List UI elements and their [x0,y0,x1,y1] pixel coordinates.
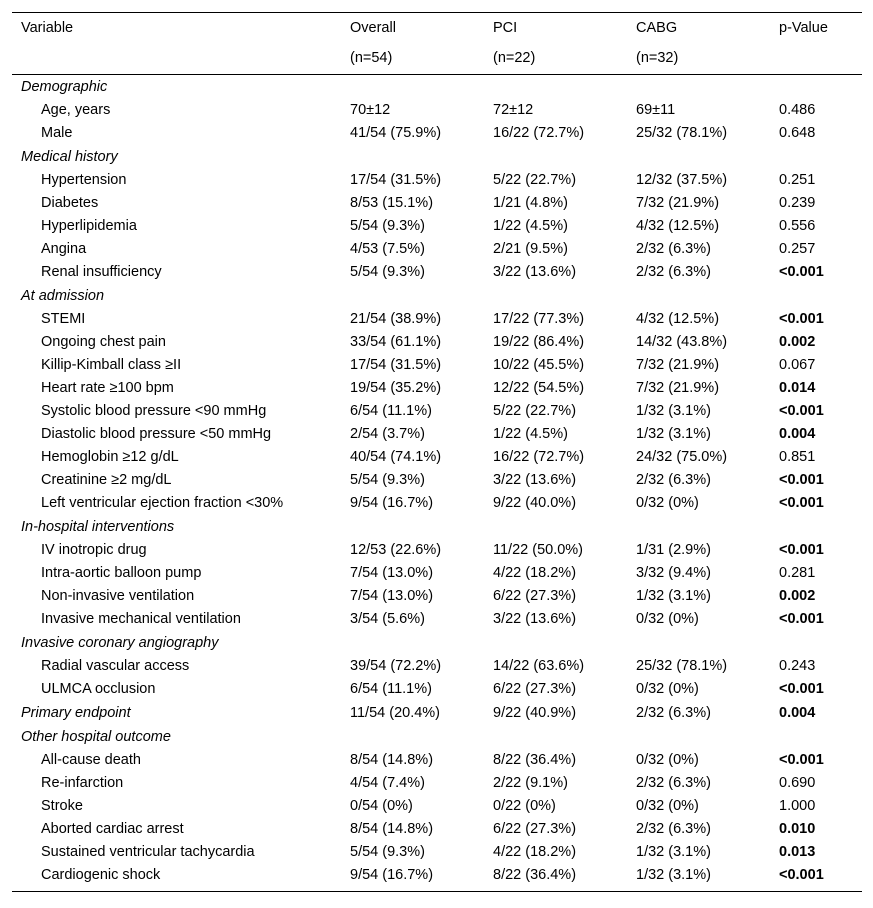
variable-cell: Killip-Kimball class ≥II [41,357,182,373]
cabg-cell: 2/32 (6.3%) [636,705,711,721]
cabg-cell [636,284,779,308]
data-table [12,12,862,892]
cabg-cell [636,515,779,539]
p-value-cell: 0.013 [779,844,816,860]
variable-cell: Male [41,125,73,141]
variable-cell: All-cause death [41,752,141,768]
pci-cell: 3/22 (13.6%) [493,264,577,280]
header-count-overall: (n=54) [350,50,393,66]
cabg-cell: 7/32 (21.9%) [636,357,720,373]
p-value-cell: <0.001 [779,611,824,627]
cabg-cell: 2/32 (6.3%) [636,472,711,488]
header-count-pci: (n=22) [493,50,536,66]
overall-cell: 2/54 (3.7%) [350,426,425,442]
variable-cell: Intra-aortic balloon pump [41,565,202,581]
cabg-cell: 25/32 (78.1%) [636,658,728,674]
table-row [12,192,862,215]
pci-cell: 3/22 (13.6%) [493,472,577,488]
pci-cell: 6/22 (27.3%) [493,681,577,697]
cabg-cell: 7/32 (21.9%) [636,380,720,396]
cabg-cell: 4/32 (12.5%) [636,218,720,234]
overall-cell: 9/54 (16.7%) [350,867,434,883]
variable-cell: Systolic blood pressure <90 mmHg [41,403,267,419]
variable-cell: Age, years [41,102,111,118]
table-row [12,818,862,841]
section-title: Invasive coronary angiography [21,635,219,651]
p-value-cell [779,515,862,539]
table-row [12,492,862,515]
section-row [12,145,862,169]
table-row [12,354,862,377]
header-count-p-value [779,43,862,74]
cabg-cell: 25/32 (78.1%) [636,125,728,141]
p-value-cell: <0.001 [779,681,824,697]
overall-cell [350,725,493,749]
table-row [12,122,862,145]
header-p-value: p-Value [779,20,828,36]
cabg-cell: 0/32 (0%) [636,681,699,697]
cabg-cell: 0/32 (0%) [636,798,699,814]
overall-cell: 41/54 (75.9%) [350,125,442,141]
p-value-cell: <0.001 [779,867,824,883]
header-count-cabg: (n=32) [636,50,679,66]
cabg-cell: 1/32 (3.1%) [636,844,711,860]
pci-cell [493,515,636,539]
overall-cell: 70±12 [350,102,391,118]
pci-cell [493,631,636,655]
header-row [12,13,862,43]
p-value-cell: 0.251 [779,172,816,188]
variable-cell: Diabetes [41,195,99,211]
pci-cell: 0/22 (0%) [493,798,556,814]
p-value-cell: 0.851 [779,449,816,465]
p-value-cell: 1.000 [779,798,816,814]
pci-cell [493,725,636,749]
pci-cell [493,145,636,169]
table-row [12,99,862,122]
pci-cell: 2/21 (9.5%) [493,241,568,257]
pci-cell: 6/22 (27.3%) [493,821,577,837]
overall-cell: 0/54 (0%) [350,798,413,814]
pci-cell: 2/22 (9.1%) [493,775,568,791]
section-row [12,75,862,99]
table-body [12,75,862,887]
table-row [12,215,862,238]
table-row [12,469,862,492]
pci-cell: 72±12 [493,102,534,118]
cabg-cell: 2/32 (6.3%) [636,821,711,837]
cabg-cell: 2/32 (6.3%) [636,241,711,257]
overall-cell: 5/54 (9.3%) [350,264,425,280]
cabg-cell: 3/32 (9.4%) [636,565,711,581]
table-row [12,562,862,585]
p-value-cell: <0.001 [779,311,824,327]
pci-cell: 5/22 (22.7%) [493,403,577,419]
table-row [12,400,862,423]
p-value-cell [779,75,862,99]
overall-cell [350,75,493,99]
overall-cell: 4/53 (7.5%) [350,241,425,257]
section-row [12,701,862,725]
pci-cell: 1/22 (4.5%) [493,426,568,442]
cabg-cell: 69±11 [636,102,676,118]
variable-cell: IV inotropic drug [41,542,147,558]
overall-cell: 40/54 (74.1%) [350,449,442,465]
pci-cell: 4/22 (18.2%) [493,565,577,581]
header-count-row [12,43,862,74]
cabg-cell: 1/32 (3.1%) [636,403,711,419]
overall-cell: 6/54 (11.1%) [350,403,432,419]
variable-cell: ULMCA occlusion [41,681,156,697]
overall-cell: 12/53 (22.6%) [350,542,442,558]
cabg-cell: 2/32 (6.3%) [636,775,711,791]
overall-cell: 5/54 (9.3%) [350,844,425,860]
pci-cell: 6/22 (27.3%) [493,588,577,604]
p-value-cell: <0.001 [779,495,824,511]
p-value-cell: 0.014 [779,380,816,396]
cabg-cell: 12/32 (37.5%) [636,172,728,188]
p-value-cell [779,145,862,169]
pci-cell: 4/22 (18.2%) [493,844,577,860]
p-value-cell: 0.002 [779,334,816,350]
overall-cell [350,284,493,308]
overall-cell: 7/54 (13.0%) [350,588,434,604]
cabg-cell: 14/32 (43.8%) [636,334,728,350]
pci-cell: 12/22 (54.5%) [493,380,585,396]
cabg-cell: 2/32 (6.3%) [636,264,711,280]
overall-cell [350,145,493,169]
section-row [12,284,862,308]
overall-cell: 6/54 (11.1%) [350,681,432,697]
p-value-cell [779,284,862,308]
pci-cell [493,284,636,308]
section-row [12,631,862,655]
variable-cell: Invasive mechanical ventilation [41,611,241,627]
table-row [12,655,862,678]
variable-cell: Cardiogenic shock [41,867,161,883]
variable-cell: Stroke [41,798,83,814]
p-value-cell: 0.243 [779,658,816,674]
p-value-cell: 0.281 [779,565,816,581]
overall-cell: 3/54 (5.6%) [350,611,425,627]
table-row [12,308,862,331]
table-row [12,261,862,284]
overall-cell: 17/54 (31.5%) [350,172,442,188]
p-value-cell: <0.001 [779,472,824,488]
table-row [12,423,862,446]
p-value-cell [779,725,862,749]
p-value-cell: <0.001 [779,752,824,768]
section-title: In-hospital interventions [21,519,175,535]
variable-cell: Hyperlipidemia [41,218,137,234]
pci-cell: 9/22 (40.0%) [493,495,577,511]
overall-cell: 5/54 (9.3%) [350,472,425,488]
pci-cell: 5/22 (22.7%) [493,172,577,188]
header-cabg: CABG [636,20,678,36]
p-value-cell: 0.556 [779,218,816,234]
pci-cell: 8/22 (36.4%) [493,752,577,768]
variable-cell: Diastolic blood pressure <50 mmHg [41,426,272,442]
pci-cell: 19/22 (86.4%) [493,334,585,350]
p-value-cell: 0.257 [779,241,816,257]
overall-cell: 39/54 (72.2%) [350,658,442,674]
table-row [12,539,862,562]
cabg-cell: 1/32 (3.1%) [636,588,711,604]
variable-cell: Re-infarction [41,775,124,791]
overall-cell: 5/54 (9.3%) [350,218,425,234]
variable-cell: Angina [41,241,87,257]
cabg-cell: 0/32 (0%) [636,611,699,627]
section-title: Demographic [21,79,108,95]
overall-cell: 33/54 (61.1%) [350,334,442,350]
pci-cell: 9/22 (40.9%) [493,705,577,721]
p-value-cell: <0.001 [779,264,824,280]
variable-cell: Creatinine ≥2 mg/dL [41,472,172,488]
header-overall: Overall [350,20,396,36]
overall-cell: 19/54 (35.2%) [350,380,442,396]
p-value-cell: 0.010 [779,821,816,837]
variable-cell: Left ventricular ejection fraction <30% [41,495,284,511]
pci-cell: 8/22 (36.4%) [493,867,577,883]
section-title: Primary endpoint [21,705,131,721]
section-row [12,515,862,539]
table-row [12,238,862,261]
table-row [12,169,862,192]
pci-cell: 16/22 (72.7%) [493,125,585,141]
variable-cell: Sustained ventricular tachycardia [41,844,255,860]
p-value-cell: 0.004 [779,705,816,721]
cabg-cell: 1/32 (3.1%) [636,867,711,883]
p-value-cell [779,631,862,655]
pci-cell: 1/21 (4.8%) [493,195,568,211]
header-variable: Variable [21,20,74,36]
p-value-cell: 0.486 [779,102,816,118]
pci-cell: 16/22 (72.7%) [493,449,585,465]
p-value-cell: 0.067 [779,357,816,373]
cabg-cell [636,145,779,169]
table-row [12,749,862,772]
variable-cell: Heart rate ≥100 bpm [41,380,174,396]
pci-cell: 10/22 (45.5%) [493,357,585,373]
p-value-cell: 0.239 [779,195,816,211]
table-row [12,585,862,608]
section-title: Other hospital outcome [21,729,171,745]
p-value-cell: 0.690 [779,775,816,791]
table-row [12,608,862,631]
p-value-cell: <0.001 [779,403,824,419]
overall-cell: 7/54 (13.0%) [350,565,434,581]
p-value-cell: 0.002 [779,588,816,604]
table-row [12,377,862,400]
section-title: Medical history [21,149,118,165]
section-row [12,725,862,749]
pci-cell: 3/22 (13.6%) [493,611,577,627]
variable-cell: Aborted cardiac arrest [41,821,184,837]
variable-cell: Radial vascular access [41,658,190,674]
variable-cell: STEMI [41,311,86,327]
pci-cell: 11/22 (50.0%) [493,542,584,558]
table-row [12,772,862,795]
cabg-cell: 1/32 (3.1%) [636,426,711,442]
table-bottom-rule [12,891,862,892]
cabg-cell: 0/32 (0%) [636,495,699,511]
overall-cell: 4/54 (7.4%) [350,775,425,791]
table-header [12,13,862,74]
p-value-cell: 0.004 [779,426,816,442]
overall-cell: 8/54 (14.8%) [350,821,434,837]
table-row [12,795,862,818]
cabg-cell: 1/31 (2.9%) [636,542,711,558]
variable-cell: Hypertension [41,172,127,188]
table-row [12,678,862,701]
cabg-cell [636,725,779,749]
p-value-cell: <0.001 [779,542,824,558]
table-row [12,841,862,864]
pci-cell: 17/22 (77.3%) [493,311,585,327]
overall-cell: 9/54 (16.7%) [350,495,434,511]
overall-cell: 21/54 (38.9%) [350,311,442,327]
overall-cell: 11/54 (20.4%) [350,705,441,721]
variable-cell: Hemoglobin ≥12 g/dL [41,449,179,465]
pci-cell: 14/22 (63.6%) [493,658,585,674]
cabg-cell: 0/32 (0%) [636,752,699,768]
variable-cell: Renal insufficiency [41,264,162,280]
cabg-cell: 24/32 (75.0%) [636,449,728,465]
cabg-cell: 4/32 (12.5%) [636,311,720,327]
variable-cell: Non-invasive ventilation [41,588,195,604]
overall-cell [350,515,493,539]
overall-cell [350,631,493,655]
table-row [12,864,862,887]
cabg-cell [636,75,779,99]
overall-cell: 8/54 (14.8%) [350,752,434,768]
table-row [12,446,862,469]
pci-cell: 1/22 (4.5%) [493,218,568,234]
header-pci: PCI [493,20,518,36]
cabg-cell: 7/32 (21.9%) [636,195,720,211]
pci-cell [493,75,636,99]
variable-cell: Ongoing chest pain [41,334,166,350]
overall-cell: 8/53 (15.1%) [350,195,434,211]
cabg-cell [636,631,779,655]
overall-cell: 17/54 (31.5%) [350,357,442,373]
header-count-variable [12,43,350,74]
table-row [12,331,862,354]
p-value-cell: 0.648 [779,125,816,141]
section-title: At admission [21,288,105,304]
